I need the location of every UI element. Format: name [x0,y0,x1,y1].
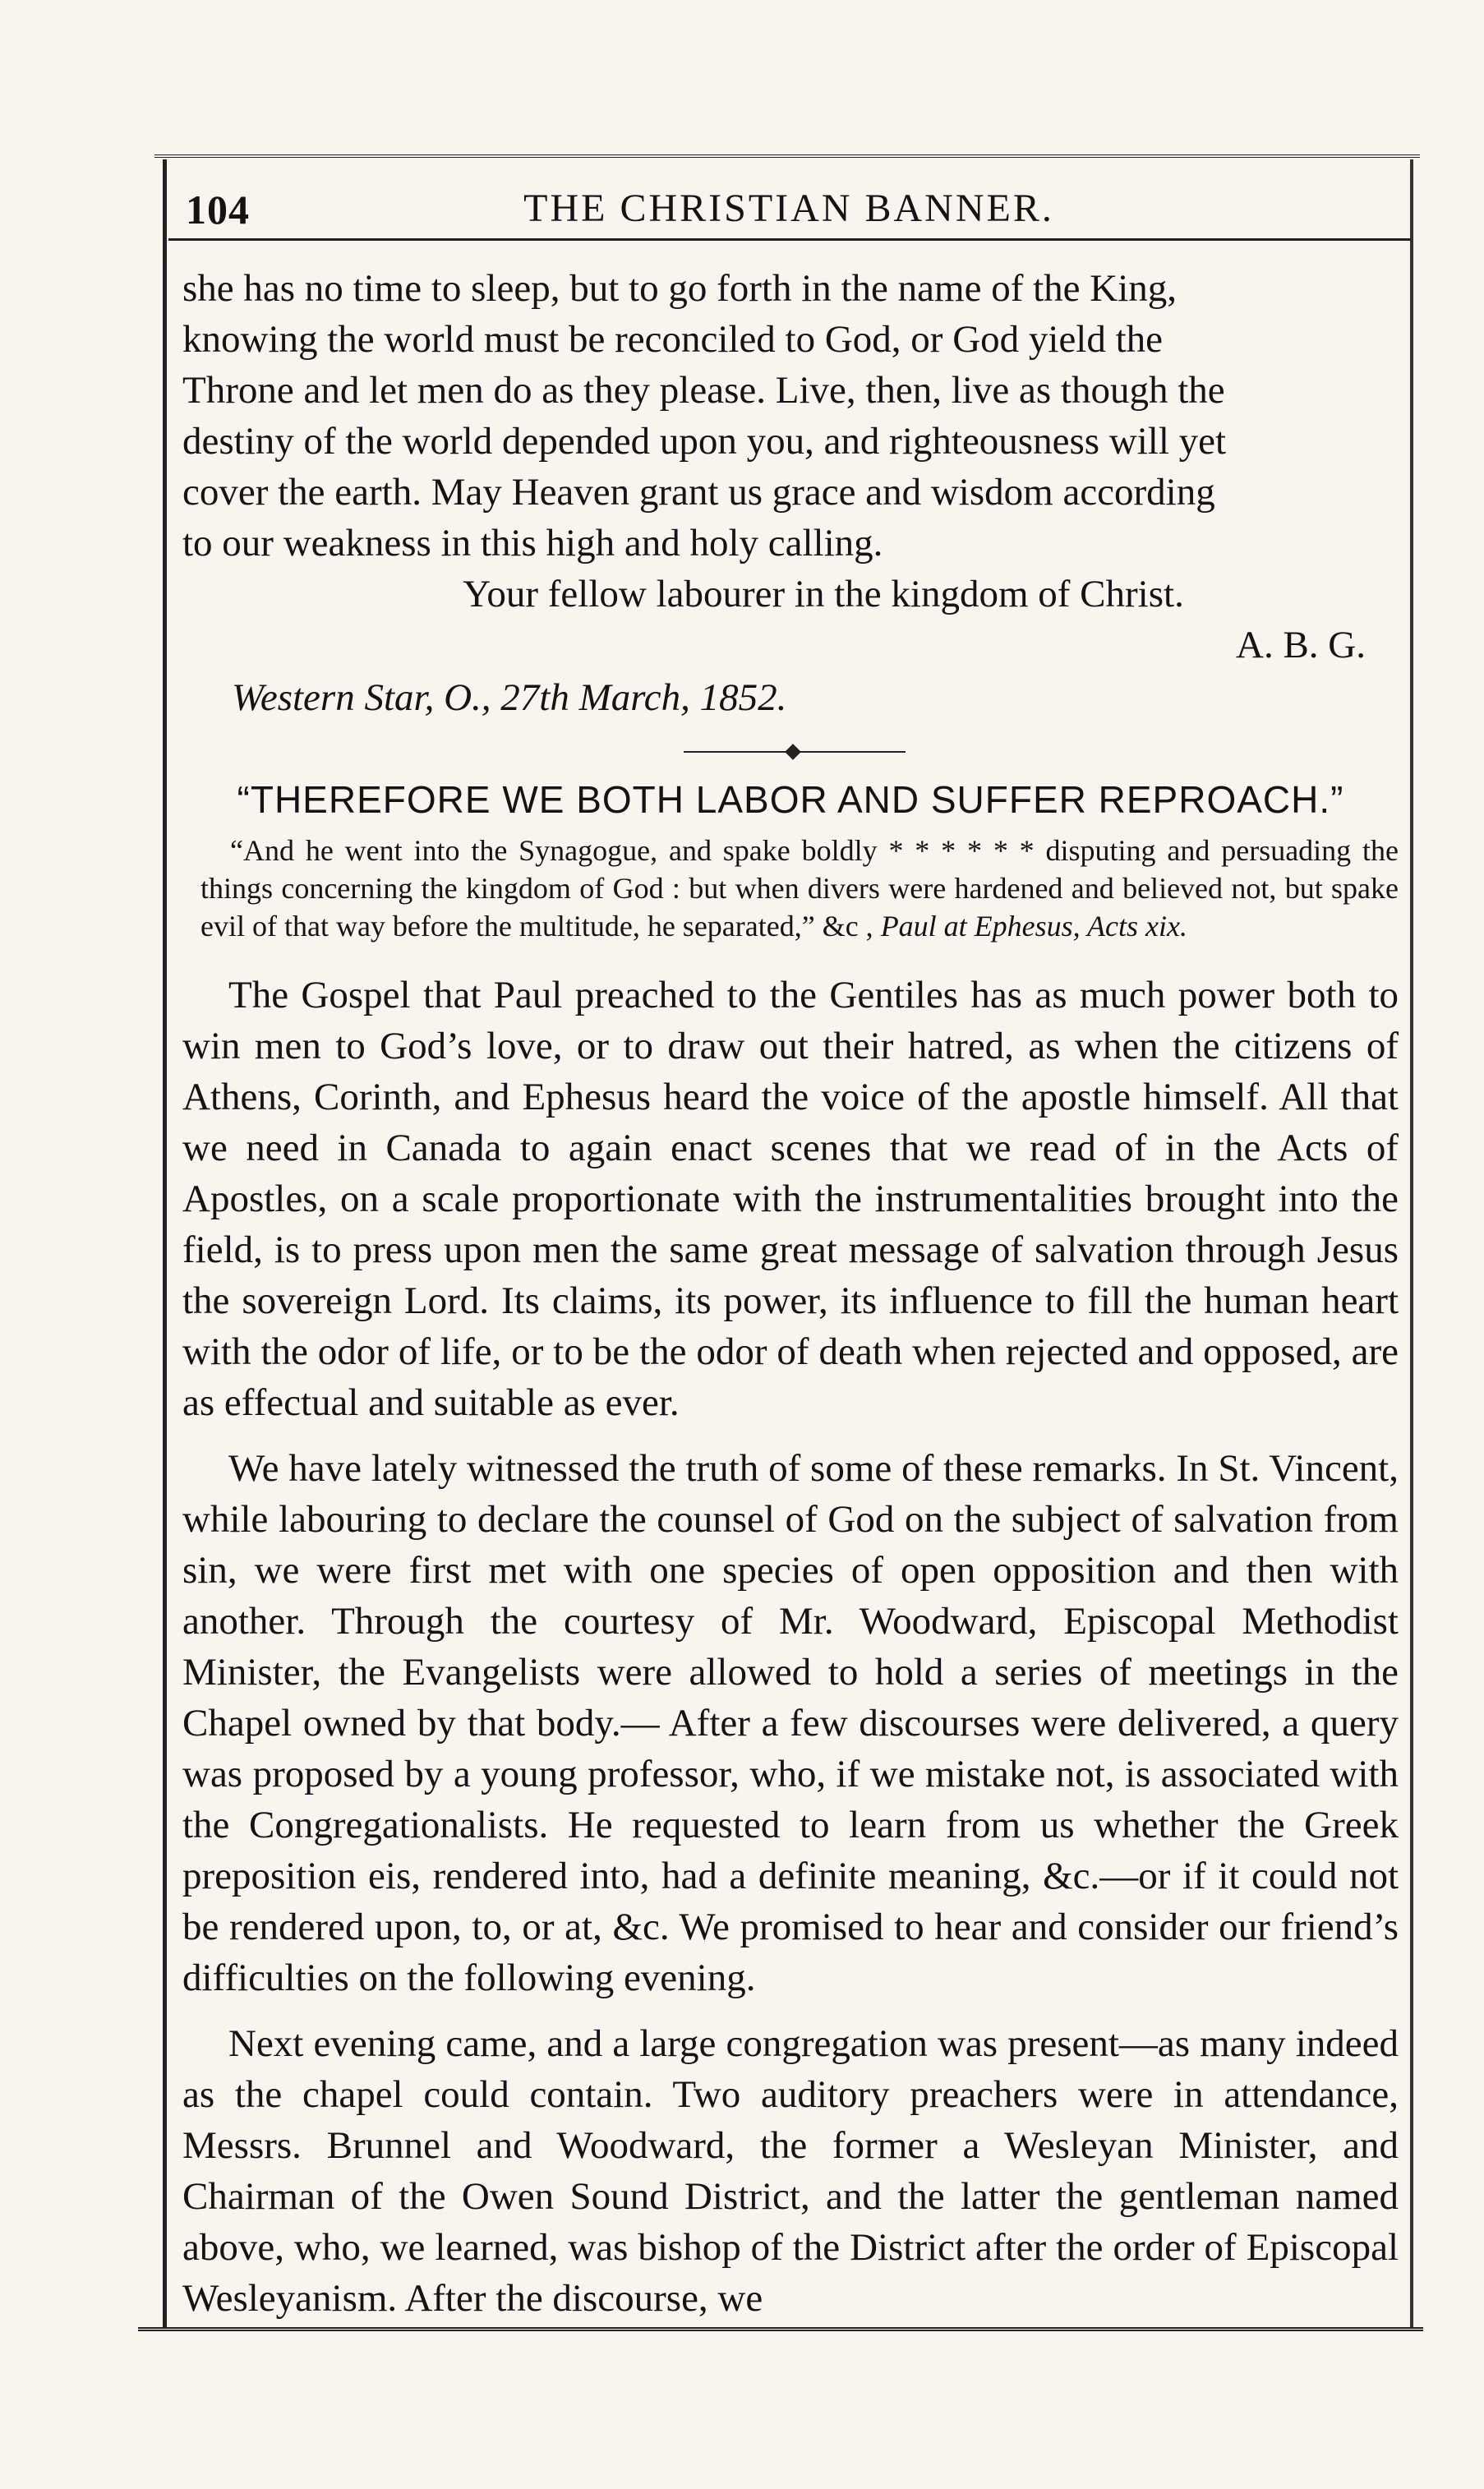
header-rule [168,238,1411,241]
top-border-rule [154,154,1420,158]
article-epigraph [182,832,1399,945]
separator-ornament [785,744,801,760]
letter-line: knowing the world must be reconciled to God, or God yield the [182,318,1164,361]
running-title: THE CHRISTIAN BANNER. [523,187,1054,230]
epigraph-citation: Paul at Ephesus, Acts xix. [880,910,1187,943]
section-separator [182,728,1399,771]
article-paragraph: The Gospel that Paul preached to the Gentiles has as much power both to win men to God’s love, or to draw out their hatred, as when the citizens of Athens, Corinth, and Ephesus heard the voice of the apostle himself. All that we need in Canada to again enact scenes that we read of in the Acts of Apostles, on a scale proportionate with the instrumentalities brought into the field, is to press upon men the same great message of salvation through Jesus the sovereign Lord. Its claims, its power, its influence to fill the human heart with the odor of life, or to be the odor of death when rejected and opposed, are as effectual and suitable as ever. [182,974,1399,1424]
article-paragraph: Next evening came, and a large congregation was present—as many indeed as the chapel could contain. Two auditory preachers were in attendance, Messrs. Brunnel and Woodward, the former a Wesleyan Minister, and Chairman of the Owen Sound District, and the latter the gentleman named above, who, we learned, was bishop of the District after the order of Episcopal Wesleyanism. After the discourse, we [182,2022,1399,2320]
letter-line: destiny of the world depended upon you, and righteousness will yet [182,420,1227,463]
letter-line: she has no time to sleep, but to go forth in the name of the King, [182,267,1178,310]
letter-closing: Your fellow labourer in the kingdom of Christ. [463,573,1184,615]
page-number: 104 [186,187,250,233]
letter-line: cover the earth. May Heaven grant us grace and wisdom according [182,471,1215,514]
letter-signature: A. B. G. [1236,624,1366,666]
bottom-border-rule [138,2327,1423,2331]
letter-line: to our weakness in this high and holy calling. [182,522,883,565]
epigraph-text: “And he went into the Synagogue, and spake boldly * * * * * * disputing and persuading the things concerning the kingdom of God : but when divers were hardened and believed not, but spake evil of that way before the multitude, he separated,” &c , [200,834,1399,943]
article-paragraph: We have lately witnessed the truth of some of these remarks. In St. Vincent, while labouring to declare the counsel of God on the subject of salvation from sin, we were first met with one species of open opposition and then with another. Through the courtesy of Mr. Woodward, Episcopal Methodist Minister, the Evangelists were allowed to hold a series of meetings in the Chapel owned by that body.— After a few discourses were delivered, a query was proposed by a young professor, who, if we mistake not, is associated with the Congregationalists. He requested to learn from us whether the Greek preposition eis, rendered into, had a definite meaning, &c.—or if it could not be rendered upon, to, or at, &c. We promised to hear and consider our friend’s difficulties on the following evening. [182,1447,1399,1999]
article-title: “THEREFORE WE BOTH LABOR AND SUFFER REPROACH.” [237,778,1344,821]
letter-line: Throne and let men do as they please. Live, then, live as though the [182,369,1225,412]
page-content [182,263,1399,2324]
letter-dateline: Western Star, O., 27th March, 1852. [232,676,787,719]
letter-ending [182,263,1399,723]
